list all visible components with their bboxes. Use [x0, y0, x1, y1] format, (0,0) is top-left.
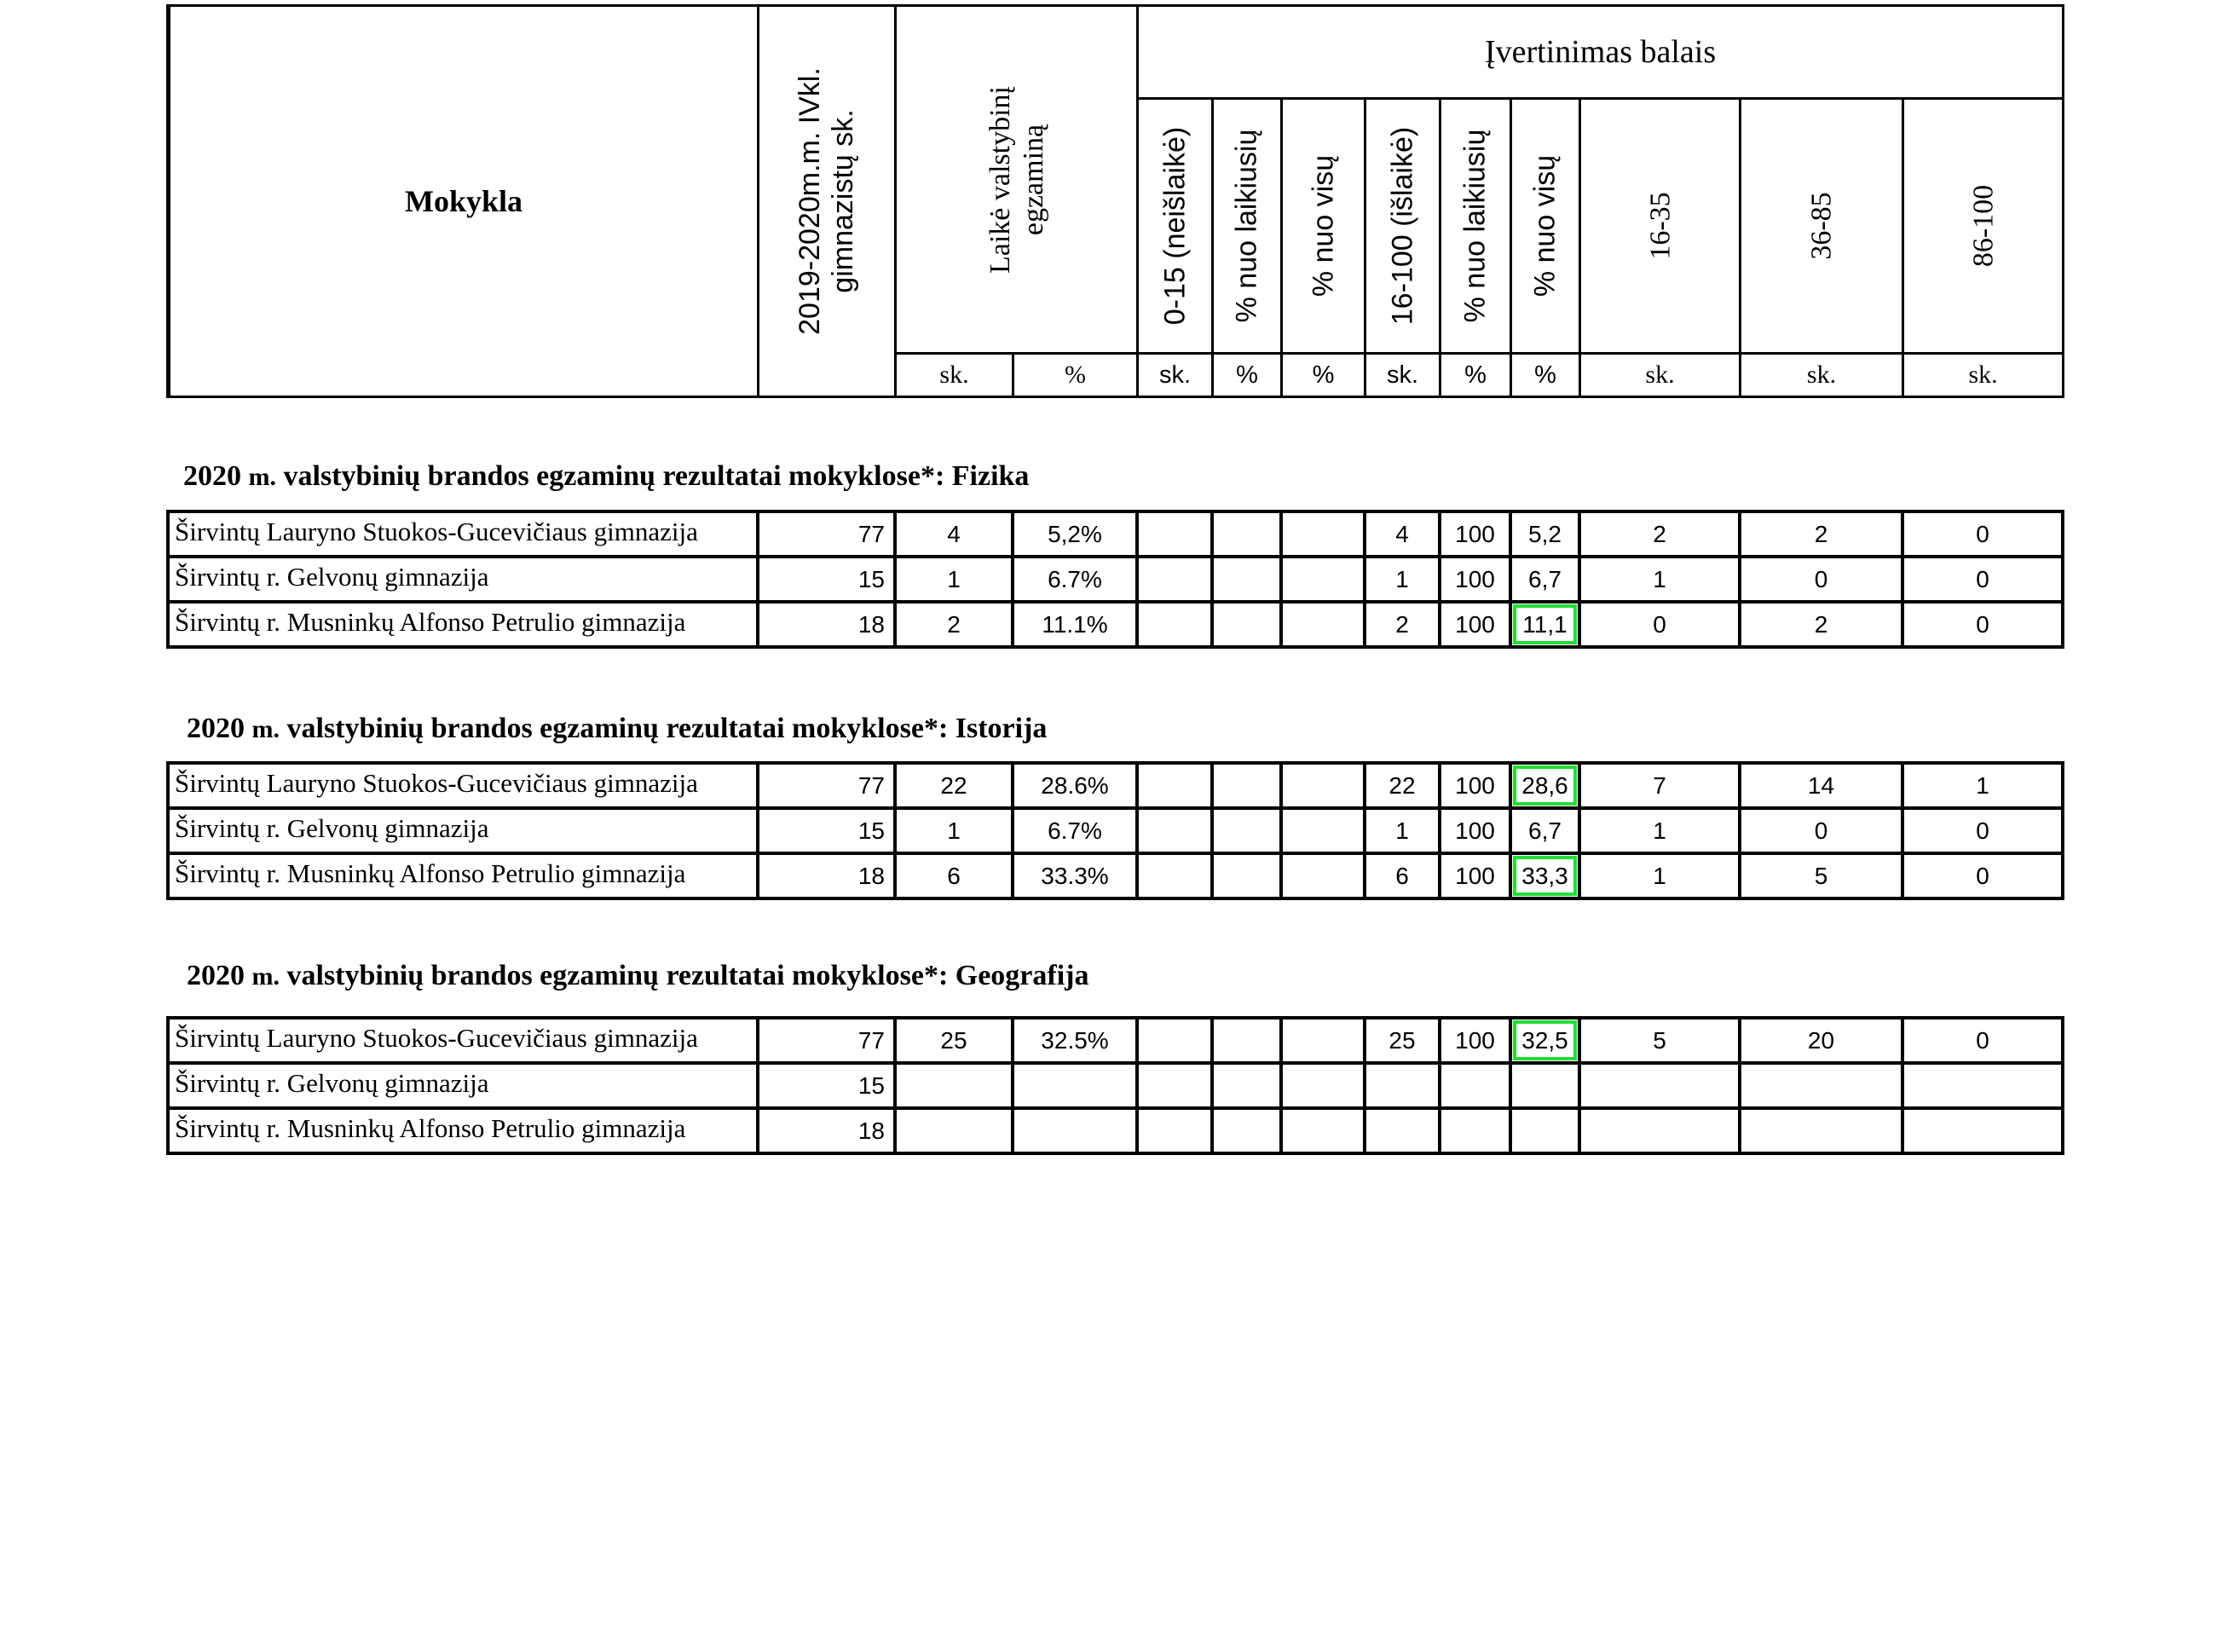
school-name: Širvintų Lauryno Stuokos-Gucevičiaus gimnazija [168, 1018, 758, 1063]
took-count: 1 [895, 557, 1013, 602]
students-count: 15 [758, 1063, 895, 1108]
passed-count: 1 [1365, 557, 1440, 602]
failed-pct-all [1281, 1018, 1365, 1063]
failed-count [1137, 853, 1212, 898]
passed-count: 4 [1365, 511, 1440, 557]
passed-count: 6 [1365, 853, 1440, 898]
students-count: 77 [758, 1018, 895, 1063]
passed-pct-takers: 100 [1440, 602, 1510, 647]
range2-count: 20 [1740, 1018, 1902, 1063]
range3-count: 0 [1902, 853, 2063, 898]
range3-count: 0 [1902, 808, 2063, 853]
took-percent: 33.3% [1013, 853, 1137, 898]
failed-pct-takers [1212, 1108, 1281, 1153]
range2-count: 2 [1740, 602, 1902, 647]
range2-header: 36-85 [1741, 99, 1903, 354]
passed-pct-takers [1440, 1063, 1510, 1108]
range3-count: 0 [1902, 1018, 2063, 1063]
took-percent [1013, 1108, 1137, 1153]
unit-took-sk: sk. [896, 354, 1013, 397]
passed-pct-all: 6,7 [1510, 808, 1579, 853]
students-count: 77 [758, 763, 895, 808]
passed-pct-all: 5,2 [1510, 511, 1579, 557]
unit-r2: sk. [1741, 354, 1903, 397]
range3-header: 86-100 [1903, 99, 2064, 354]
school-column-header: Mokykla [169, 6, 759, 397]
students-count: 15 [758, 808, 895, 853]
passed-col-header: 16-100 (išlaikė) [1365, 99, 1440, 354]
failed-pct-takers [1212, 763, 1281, 808]
assessment-header: Įvertinimas balais [1138, 6, 2064, 99]
unit-passed-pct2: % [1511, 354, 1580, 397]
failed-count [1137, 602, 1212, 647]
table-row [168, 763, 2063, 808]
took-count [895, 1063, 1013, 1108]
range3-count: 0 [1902, 557, 2063, 602]
passed-pct-takers: 100 [1440, 511, 1510, 557]
failed-count [1137, 557, 1212, 602]
highlighted-value: 11,1 [1513, 604, 1577, 644]
range2-count [1740, 1063, 1902, 1108]
took-count: 1 [895, 808, 1013, 853]
took-count: 6 [895, 853, 1013, 898]
school-name: Širvintų r. Gelvonų gimnazija [168, 557, 758, 602]
took-count: 2 [895, 602, 1013, 647]
table-row [168, 1063, 2063, 1108]
school-name: Širvintų r. Musninkų Alfonso Petrulio gimnazija [168, 1108, 758, 1153]
passed-pct-all [1510, 1018, 1579, 1063]
table-row [168, 1108, 2063, 1153]
failed-count [1137, 1018, 1212, 1063]
passed-pct-all [1510, 763, 1579, 808]
failed-pct-takers [1212, 808, 1281, 853]
range3-count: 0 [1902, 602, 2063, 647]
failed-pct-takers [1212, 1063, 1281, 1108]
took-exam-line1: Laikė valstybinį [984, 85, 1016, 274]
range1-count: 1 [1579, 808, 1740, 853]
took-count: 22 [895, 763, 1013, 808]
passed-pct-all-header: % nuo visų [1511, 99, 1580, 354]
students-count: 18 [758, 1108, 895, 1153]
failed-pct-takers [1212, 602, 1281, 647]
passed-pct-all [1510, 1063, 1579, 1108]
passed-pct-takers: 100 [1440, 763, 1510, 808]
unit-failed-sk: sk. [1138, 354, 1213, 397]
passed-count [1365, 1063, 1440, 1108]
school-name: Širvintų r. Gelvonų gimnazija [168, 808, 758, 853]
took-percent [1013, 1063, 1137, 1108]
failed-pct-all [1281, 511, 1365, 557]
range2-count [1740, 1108, 1902, 1153]
table-row [168, 511, 2063, 557]
failed-col-header: 0-15 (neišlaikė) [1138, 99, 1213, 354]
results-table-geografija [166, 1016, 2064, 1155]
students-column-header [759, 6, 896, 397]
range2-count: 5 [1740, 853, 1902, 898]
range1-count: 1 [1579, 557, 1740, 602]
range1-header: 16-35 [1580, 99, 1741, 354]
failed-count [1137, 763, 1212, 808]
passed-pct-all: 6,7 [1510, 557, 1579, 602]
failed-pct-takers-header: % nuo laikiusių [1213, 99, 1282, 354]
students-label-line1: 2019-2020m.m. IVkl. [793, 67, 826, 335]
failed-pct-takers [1212, 511, 1281, 557]
passed-pct-takers: 100 [1440, 808, 1510, 853]
failed-pct-takers [1212, 1018, 1281, 1063]
failed-pct-all [1281, 808, 1365, 853]
highlighted-value: 32,5 [1513, 1020, 1577, 1060]
passed-pct-all [1510, 602, 1579, 647]
students-count: 18 [758, 602, 895, 647]
passed-pct-takers: 100 [1440, 557, 1510, 602]
range1-count: 2 [1579, 511, 1740, 557]
failed-count [1137, 808, 1212, 853]
range3-count [1902, 1063, 2063, 1108]
unit-passed-pct1: % [1440, 354, 1511, 397]
range1-count: 0 [1579, 602, 1740, 647]
passed-count [1365, 1108, 1440, 1153]
failed-count [1137, 1063, 1212, 1108]
range2-count: 2 [1740, 511, 1902, 557]
took-percent: 6.7% [1013, 557, 1137, 602]
range3-count: 1 [1902, 763, 2063, 808]
section-title-geografija: 2020 m. valstybinių brandos egzaminų rezultatai mokyklose*: Geografija [187, 960, 1089, 991]
students-label-line2: gimnazistų sk. [827, 109, 859, 293]
students-count: 15 [758, 557, 895, 602]
passed-pct-takers: 100 [1440, 853, 1510, 898]
table-row [168, 853, 2063, 898]
failed-pct-takers [1212, 853, 1281, 898]
passed-pct-all [1510, 853, 1579, 898]
unit-r1: sk. [1580, 354, 1741, 397]
passed-count: 2 [1365, 602, 1440, 647]
passed-pct-takers: 100 [1440, 1018, 1510, 1063]
took-percent: 11.1% [1013, 602, 1137, 647]
failed-pct-takers [1212, 557, 1281, 602]
section-title-istorija: 2020 m. valstybinių brandos egzaminų rezultatai mokyklose*: Istorija [187, 713, 1048, 744]
passed-pct-takers [1440, 1108, 1510, 1153]
failed-pct-all [1281, 602, 1365, 647]
range1-count [1579, 1108, 1740, 1153]
took-percent: 6.7% [1013, 808, 1137, 853]
took-percent: 28.6% [1013, 763, 1137, 808]
table-row [168, 1018, 2063, 1063]
highlighted-value: 33,3 [1513, 856, 1577, 896]
failed-count [1137, 511, 1212, 557]
unit-failed-pct1: % [1213, 354, 1282, 397]
students-count: 77 [758, 511, 895, 557]
range1-count: 5 [1579, 1018, 1740, 1063]
took-count [895, 1108, 1013, 1153]
failed-pct-all [1281, 1063, 1365, 1108]
failed-pct-all [1281, 557, 1365, 602]
failed-pct-all [1281, 1108, 1365, 1153]
range3-count: 0 [1902, 511, 2063, 557]
header-table [166, 4, 2064, 398]
table-row [168, 557, 2063, 602]
took-count: 4 [895, 511, 1013, 557]
range1-count: 1 [1579, 853, 1740, 898]
failed-pct-all [1281, 763, 1365, 808]
failed-pct-all-header: % nuo visų [1282, 99, 1365, 354]
passed-count: 1 [1365, 808, 1440, 853]
failed-pct-all [1281, 853, 1365, 898]
results-table-istorija [166, 761, 2064, 900]
students-count: 18 [758, 853, 895, 898]
table-row [168, 808, 2063, 853]
took-percent: 32.5% [1013, 1018, 1137, 1063]
range2-count: 14 [1740, 763, 1902, 808]
range2-count: 0 [1740, 808, 1902, 853]
took-exam-line2: egzaminą [1017, 124, 1049, 235]
took-count: 25 [895, 1018, 1013, 1063]
range2-count: 0 [1740, 557, 1902, 602]
passed-pct-takers-header: % nuo laikiusių [1440, 99, 1511, 354]
range1-count: 7 [1579, 763, 1740, 808]
school-name: Širvintų r. Musninkų Alfonso Petrulio gimnazija [168, 853, 758, 898]
passed-pct-all [1510, 1108, 1579, 1153]
results-table-fizika [166, 510, 2064, 649]
failed-count [1137, 1108, 1212, 1153]
school-name: Širvintų r. Gelvonų gimnazija [168, 1063, 758, 1108]
range3-count [1902, 1108, 2063, 1153]
unit-r3: sk. [1903, 354, 2064, 397]
school-name: Širvintų Lauryno Stuokos-Gucevičiaus gimnazija [168, 763, 758, 808]
school-name: Širvintų Lauryno Stuokos-Gucevičiaus gimnazija [168, 511, 758, 557]
passed-count: 25 [1365, 1018, 1440, 1063]
took-exam-column-header [896, 6, 1138, 354]
unit-took-pct: % [1013, 354, 1138, 397]
range1-count [1579, 1063, 1740, 1108]
unit-failed-pct2: % [1282, 354, 1365, 397]
took-percent: 5,2% [1013, 511, 1137, 557]
unit-passed-sk: sk. [1365, 354, 1440, 397]
passed-count: 22 [1365, 763, 1440, 808]
highlighted-value: 28,6 [1513, 765, 1577, 806]
table-row [168, 602, 2063, 647]
school-name: Širvintų r. Musninkų Alfonso Petrulio gimnazija [168, 602, 758, 647]
section-title-fizika: 2020 m. valstybinių brandos egzaminų rezultatai mokyklose*: Fizika [183, 460, 1030, 492]
